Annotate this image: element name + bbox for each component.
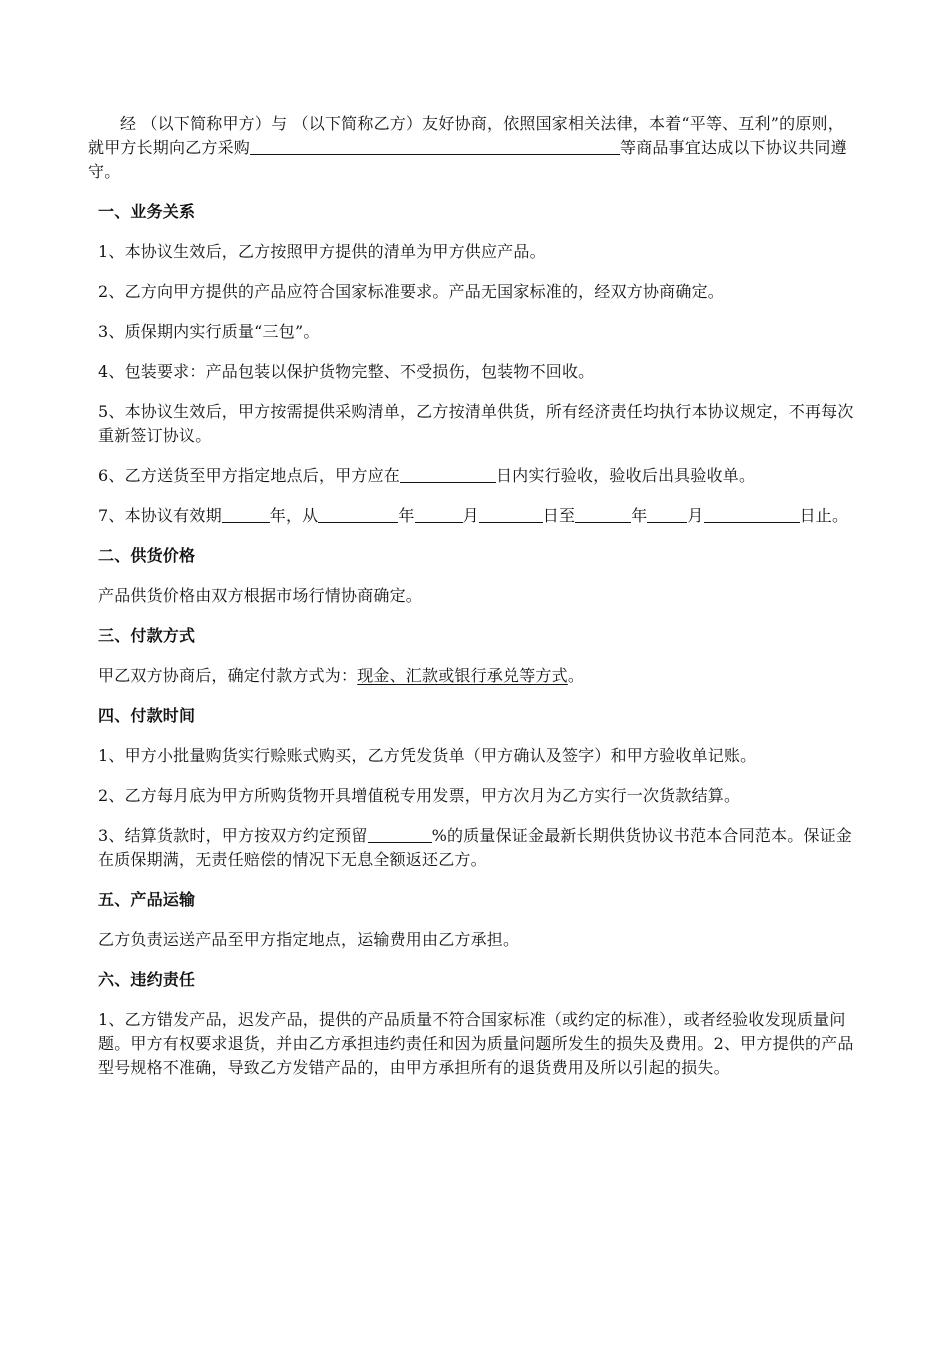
intro-text-1: 经 （以下简称甲方）与 （以下简称乙方）友好协商，依照国家相关法律，本着“平等、互利”的原则，就甲方长期向乙方采购 bbox=[88, 114, 844, 157]
start-day-blank bbox=[479, 504, 543, 523]
start-month-blank bbox=[415, 504, 463, 523]
clause-3-1: 甲乙双方协商后，确定付款方式为：现金、汇款或银行承兑等方式。 bbox=[98, 666, 585, 685]
document-page bbox=[88, 112, 858, 1096]
clause-1-1: 1、本协议生效后，乙方按照甲方提供的清单为甲方供应产品。 bbox=[98, 242, 546, 261]
end-month-blank bbox=[647, 504, 687, 523]
end-day-blank bbox=[704, 504, 800, 523]
start-year-blank bbox=[318, 504, 398, 523]
clause-1-3: 3、质保期内实行质量“三包”。 bbox=[98, 322, 320, 341]
end-year-blank bbox=[575, 504, 631, 523]
clause-2-1: 产品供货价格由双方根据市场行情协商确定。 bbox=[98, 586, 423, 605]
retention-percent-blank bbox=[368, 824, 432, 843]
clause-4-3: 3、结算货款时，甲方按双方约定预留 %的质量保证金最新长期供货协议书范本合同范本。保证金在质保期满，无责任赔偿的情况下无息全额返还乙方。 bbox=[98, 826, 852, 869]
intro-text-2: 等商品事宜达成以下协议共同遵守。 bbox=[88, 138, 847, 181]
payment-method-value: 现金、汇款或银行承兑等方式 bbox=[357, 666, 568, 685]
term-years-blank bbox=[222, 504, 270, 523]
clause-1-4: 4、包装要求：产品包装以保护货物完整、不受损伤，包装物不回收。 bbox=[98, 362, 595, 381]
section-heading-5: 五、产品运输 bbox=[98, 890, 196, 909]
section-heading-6: 六、违约责任 bbox=[98, 970, 196, 989]
clause-5-1: 乙方负责运送产品至甲方指定地点，运输费用由乙方承担。 bbox=[98, 930, 520, 949]
inspection-days-blank bbox=[400, 464, 496, 483]
section-heading-1: 一、业务关系 bbox=[98, 202, 196, 221]
clause-6-1: 1、乙方错发产品，迟发产品，提供的产品质量不符合国家标准（或约定的标准），或者经验收发现质量问题。甲方有权要求退货，并由乙方承担违约责任和因为质量问题所发生的损失及费用。2、甲方提供的产品型号规格不准确，导致乙方发错产品的，由甲方承担所有的退货费用及所以引起的损失。 bbox=[98, 1010, 854, 1077]
section-heading-3: 三、付款方式 bbox=[98, 626, 196, 645]
product-blank bbox=[250, 136, 620, 155]
clause-1-5: 5、本协议生效后，甲方按需提供采购清单，乙方按清单供货，所有经济责任均执行本协议规定，不再每次重新签订协议。 bbox=[98, 402, 854, 445]
clause-4-2: 2、乙方每月底为甲方所购货物开具增值税专用发票，甲方次月为乙方实行一次货款结算。 bbox=[98, 786, 741, 805]
section-heading-4: 四、付款时间 bbox=[98, 706, 196, 725]
clause-1-7: 7、本协议有效期 年，从 年 月 日至 年 月 日止。 bbox=[98, 506, 849, 525]
clause-4-1: 1、甲方小批量购货实行赊账式购买，乙方凭发货单（甲方确认及签字）和甲方验收单记账。 bbox=[98, 746, 757, 765]
clause-1-6: 6、乙方送货至甲方指定地点后，甲方应在 日内实行验收，验收后出具验收单。 bbox=[98, 466, 756, 485]
section-heading-2: 二、供货价格 bbox=[98, 546, 196, 565]
intro-paragraph bbox=[88, 112, 858, 184]
clause-1-2: 2、乙方向甲方提供的产品应符合国家标准要求。产品无国家标准的，经双方协商确定。 bbox=[98, 282, 724, 301]
